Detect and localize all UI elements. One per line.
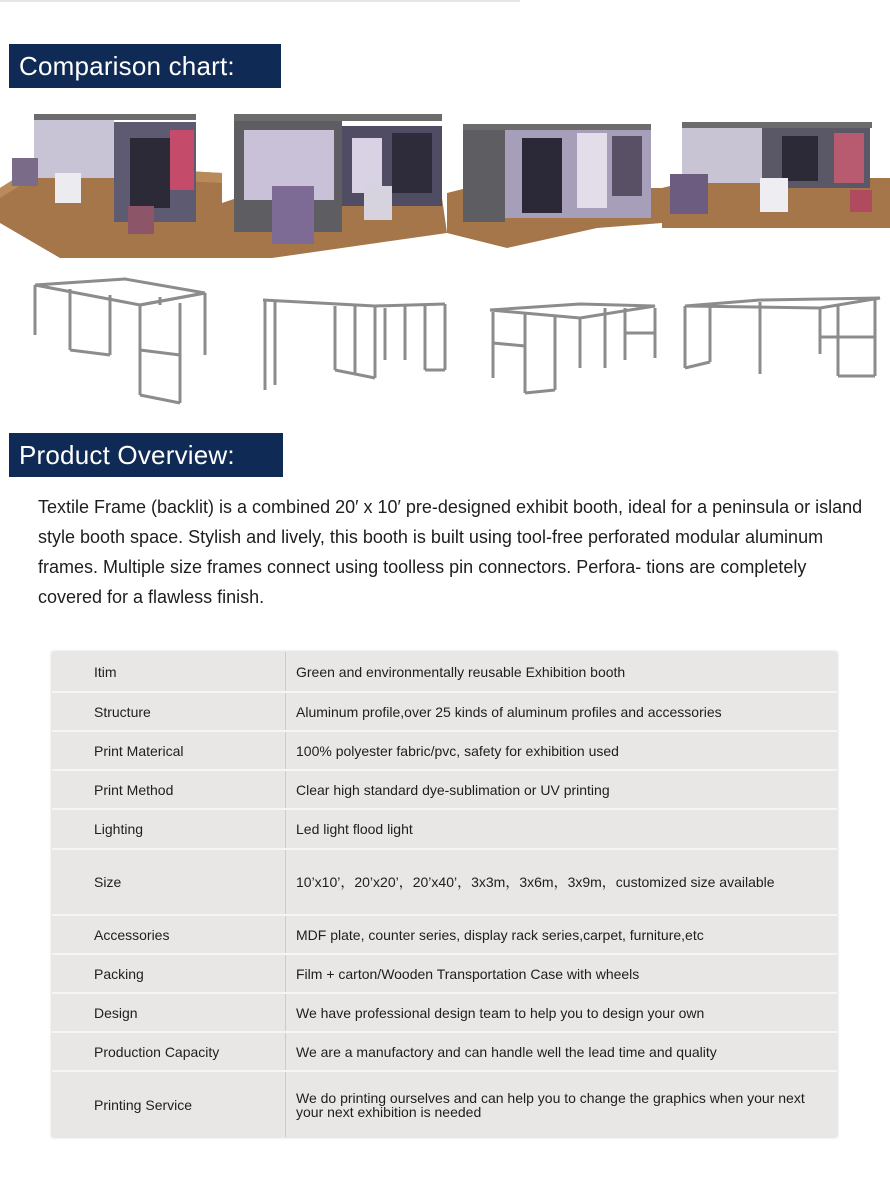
table-row (52, 915, 837, 954)
booth-render-2 (222, 108, 447, 258)
frame-structure-4 (680, 292, 885, 384)
spec-value: Green and environmentally reusable Exhibition booth (286, 652, 838, 692)
spec-label: Print Method (52, 770, 286, 809)
spec-value: We are a manufactory and can handle well the lead time and quality (286, 1032, 838, 1071)
table-row (52, 1032, 837, 1071)
table-row (52, 692, 837, 731)
booth-render-3 (447, 108, 662, 258)
spec-value: We have professional design team to help you to design your own (286, 993, 838, 1032)
spec-value: Aluminum profile,over 25 kinds of aluminum profiles and accessories (286, 692, 838, 731)
spec-label: Accessories (52, 915, 286, 954)
frame-structure-1 (30, 275, 210, 410)
table-row (52, 731, 837, 770)
table-row (52, 652, 837, 692)
product-overview-text: Textile Frame (backlit) is a combined 20′ x 10′ pre-designed exhibit booth, ideal for a peninsula or island style booth space. Stylish and lively, this booth is built using tool-free perforated modular aluminum frames. Multiple size frames connect using toolless pin connectors. Perfora- tions are completely covered for a flawless finish. (38, 497, 863, 607)
spec-value: Clear high standard dye-sublimation or UV printing (286, 770, 838, 809)
frame-structure-3 (485, 298, 660, 398)
table-row (52, 993, 837, 1032)
spec-table (52, 652, 837, 1137)
booth-render-1 (0, 108, 222, 258)
table-row (52, 770, 837, 809)
comparison-chart-heading: Comparison chart: (9, 44, 281, 88)
spec-label: Lighting (52, 809, 286, 849)
table-row (52, 849, 837, 915)
spec-value: MDF plate, counter series, display rack series,carpet, furniture,etc (286, 915, 838, 954)
spec-label: Itim (52, 652, 286, 692)
spec-value: 100% polyester fabric/pvc, safety for exhibition used (286, 731, 838, 770)
spec-label: Packing (52, 954, 286, 993)
spec-label: Production Capacity (52, 1032, 286, 1071)
spec-value: Led light flood light (286, 809, 838, 849)
table-row (52, 809, 837, 849)
top-rule (0, 0, 520, 2)
spec-label: Size (52, 849, 286, 915)
spec-label: Design (52, 993, 286, 1032)
table-row (52, 1071, 837, 1137)
spec-label: Printing Service (52, 1071, 286, 1137)
product-overview-heading: Product Overview: (9, 433, 283, 477)
frame-structure-2 (255, 290, 450, 395)
frame-structures-row (0, 270, 890, 415)
spec-value: 10’x10’，20’x20’，20’x40’，3x3m，3x6m，3x9m，customized size available (286, 849, 838, 915)
booth-renders-row (0, 108, 890, 268)
booth-render-4 (662, 108, 890, 258)
spec-label: Print Materical (52, 731, 286, 770)
spec-label: Structure (52, 692, 286, 731)
table-row (52, 954, 837, 993)
spec-value: We do printing ourselves and can help you to change the graphics when your next your next exhibition is needed (296, 1089, 805, 1120)
spec-value: Film + carton/Wooden Transportation Case with wheels (286, 954, 838, 993)
